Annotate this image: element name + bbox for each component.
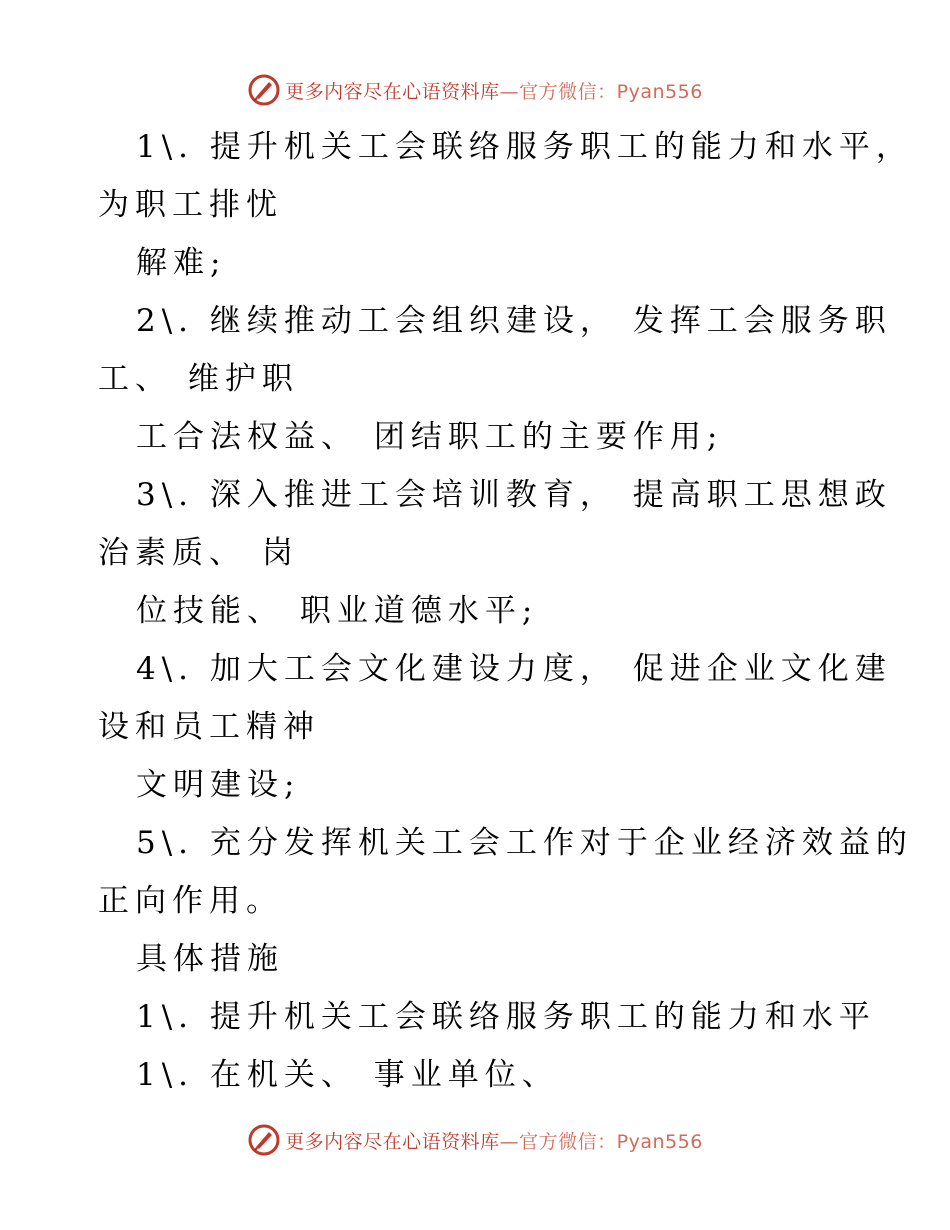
watermark-text	[285, 1127, 703, 1154]
document-line: 3\. 深入推进工会培训教育， 提高职工思想政	[136, 477, 892, 513]
document-line: 正向作用。	[98, 883, 283, 919]
document-line: 位技能、 职业道德水平;	[136, 593, 539, 629]
watermark-text	[285, 77, 703, 104]
watermark-tail: —官方微信：Pyan556	[499, 80, 703, 103]
document-line: 1\. 提升机关工会联络服务职工的能力和水平，	[136, 129, 913, 165]
quill-pen-logo-icon	[247, 1123, 281, 1157]
document-line: 为职工排忧	[98, 187, 283, 223]
watermark-tail: —官方微信：Pyan556	[499, 1130, 703, 1153]
document-line: 设和员工精神	[98, 709, 320, 745]
document-body	[98, 118, 913, 1104]
document-line: 工、 维护职	[98, 361, 299, 397]
quill-pen-logo-icon	[247, 73, 281, 107]
document-line: 解难;	[136, 245, 227, 281]
document-line: 1\. 提升机关工会联络服务职工的能力和水平	[136, 999, 876, 1035]
document-line: 4\. 加大工会文化建设力度， 促进企业文化建	[136, 651, 892, 687]
document-line: 治素质、 岗	[98, 535, 299, 571]
footer-watermark	[0, 1120, 950, 1160]
document-line: 1\. 在机关、 事业单位、	[136, 1057, 559, 1093]
watermark-main: 更多内容尽在心语资料库	[285, 1130, 500, 1153]
document-line: 具体措施	[136, 941, 284, 977]
document-line: 2\. 继续推动工会组织建设， 发挥工会服务职	[136, 303, 892, 339]
document-line: 工合法权益、 团结职工的主要作用;	[136, 419, 724, 455]
watermark-main: 更多内容尽在心语资料库	[285, 80, 500, 103]
header-watermark	[0, 70, 950, 110]
document-line: 5\. 充分发挥机关工会工作对于企业经济效益的	[136, 825, 913, 861]
document-line: 文明建设;	[136, 767, 301, 803]
